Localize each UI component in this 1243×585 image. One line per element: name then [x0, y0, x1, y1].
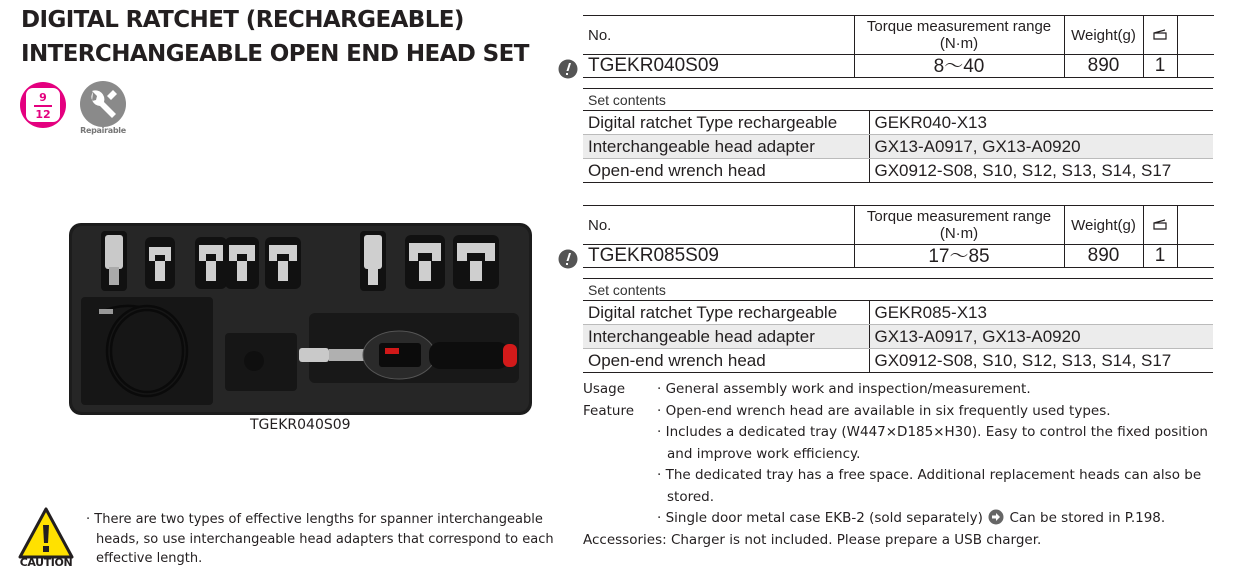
arrow-right-circle-icon	[988, 509, 1004, 525]
notice-mark-icon	[558, 59, 578, 79]
set-contents-table-2	[583, 278, 1213, 373]
page-title-line1: DIGITAL RATCHET (RECHARGEABLE)	[21, 7, 464, 33]
usage-text: · General assembly work and inspection/measurement.	[657, 381, 1031, 397]
list-item: Digital ratchet Type rechargeable GEKR040-X13	[583, 111, 1213, 135]
caution-label: CAUTION	[19, 556, 73, 569]
set-contents-label: Set contents	[583, 89, 1213, 111]
accessories-text: Accessories: Charger is not included. Please prepare a USB charger.	[583, 531, 1042, 548]
col-header-torque: Torque measurement range (N·m)	[854, 206, 1064, 245]
col-header-torque: Torque measurement range (N·m)	[854, 16, 1064, 55]
qty-value: 1	[1143, 245, 1177, 268]
model-number: TGEKR040S09	[583, 55, 854, 78]
weight-value: 890	[1064, 245, 1143, 268]
list-item: Digital ratchet Type rechargeable GEKR085-X13	[583, 301, 1213, 325]
weight-value: 890	[1064, 55, 1143, 78]
torque-range: 17〜85	[854, 245, 1064, 268]
product-tray-photo	[69, 223, 532, 415]
spec-header-row	[583, 16, 1214, 55]
col-header-no: No.	[583, 206, 854, 245]
set-contents-label: Set contents	[583, 279, 1213, 301]
spec-table-1	[583, 15, 1214, 78]
caution-triangle-icon	[18, 507, 74, 561]
notice-mark-icon	[558, 249, 578, 269]
repairable-label: Repairable	[80, 126, 126, 135]
feature-item-case: · Single door metal case EKB-2 (sold separately) Can be stored in P.198.	[657, 510, 1166, 526]
caution-text: · There are two types of effective lengths for spanner interchangeable heads, so use interchangeable head adapters that correspond to each effective length.	[86, 512, 554, 566]
usage-label: Usage	[583, 381, 626, 397]
calibration-badge-bottom: 12	[35, 107, 51, 121]
tray-icon	[1143, 16, 1177, 55]
spec-table-2	[583, 205, 1214, 268]
page-title-line2: INTERCHANGEABLE OPEN END HEAD SET	[21, 41, 529, 67]
list-item: Interchangeable head adapter GX13-A0917, GX13-A0920	[583, 135, 1213, 159]
notes-block	[583, 379, 1233, 551]
calibration-badge-icon	[20, 82, 66, 128]
spec-row	[583, 55, 1214, 78]
torque-range: 8〜40	[854, 55, 1064, 78]
repairable-wrench-icon	[79, 80, 127, 128]
qty-value: 1	[1143, 55, 1177, 78]
feature-item: · The dedicated tray has a free space. Additional replacement heads can also be stored.	[657, 467, 1202, 505]
feature-item: · Open-end wrench head are available in six frequently used types.	[657, 402, 1111, 419]
feature-item: · Includes a dedicated tray (W447×D185×H30). Easy to control the fixed position and improve work efficiency.	[657, 424, 1208, 462]
spec-header-row	[583, 206, 1214, 245]
calibration-badge-top: 9	[39, 91, 47, 104]
list-item: Interchangeable head adapter GX13-A0917, GX13-A0920	[583, 325, 1213, 349]
col-header-no: No.	[583, 16, 854, 55]
list-item: Open-end wrench head GX0912-S08, S10, S12, S13, S14, S17	[583, 349, 1213, 373]
col-header-weight: Weight(g)	[1064, 206, 1143, 245]
set-contents-table-1	[583, 88, 1213, 183]
list-item: Open-end wrench head GX0912-S08, S10, S12, S13, S14, S17	[583, 159, 1213, 183]
tray-icon	[1143, 206, 1177, 245]
wrench-heads-group	[101, 231, 499, 291]
col-header-weight: Weight(g)	[1064, 16, 1143, 55]
spec-row	[583, 245, 1214, 268]
model-number: TGEKR085S09	[583, 245, 854, 268]
feature-label: Feature	[583, 402, 635, 419]
photo-caption: TGEKR040S09	[250, 417, 351, 433]
